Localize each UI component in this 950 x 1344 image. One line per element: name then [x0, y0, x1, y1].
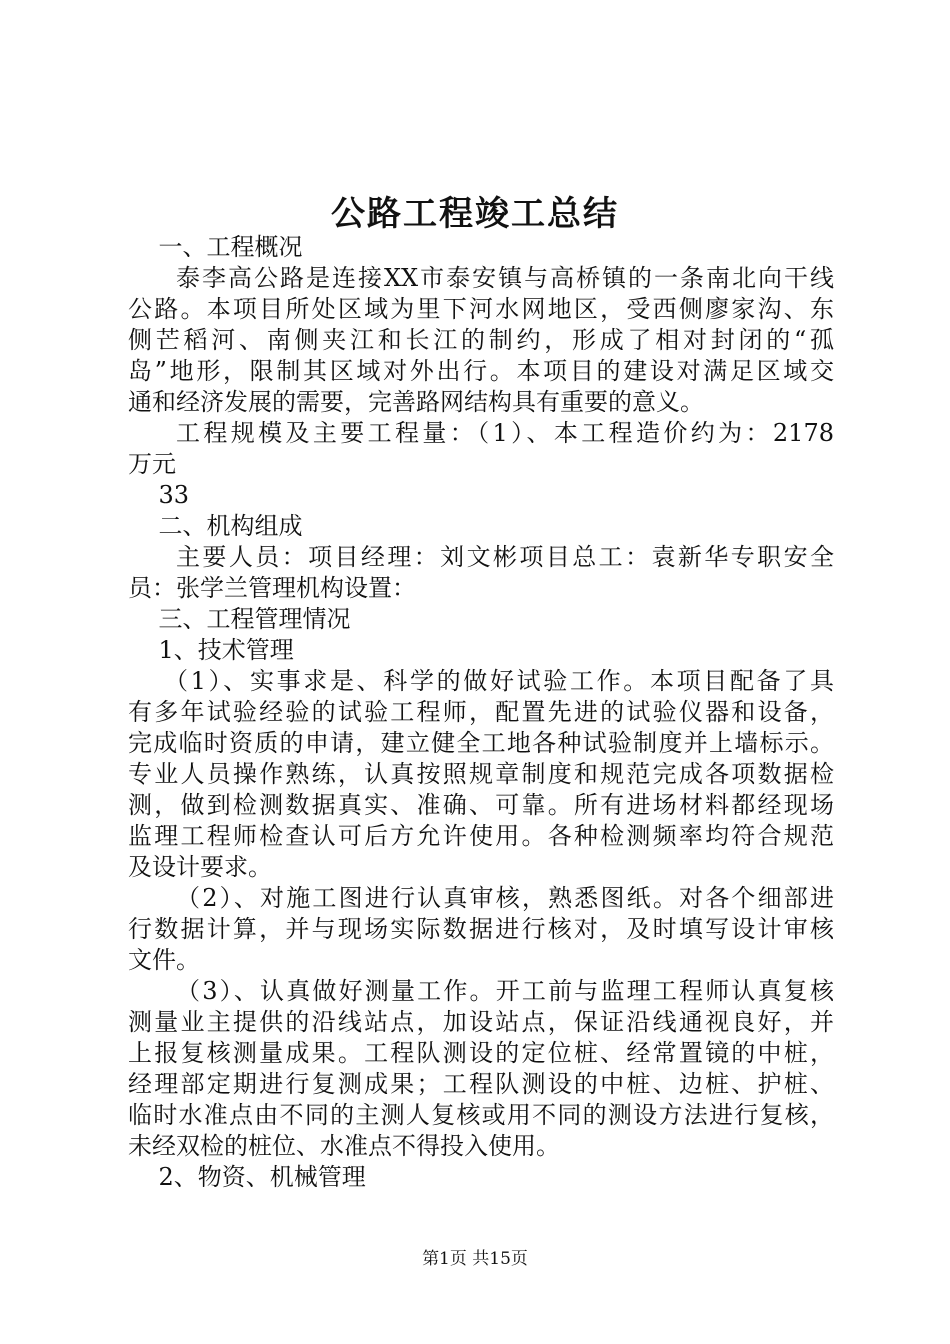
text-line: 主要人员：项目经理：刘文彬项目总工：袁新华专职安全 — [176, 543, 834, 571]
text-line: 三、工程管理情况 — [128, 605, 351, 633]
text-line: 1、技术管理 — [128, 636, 294, 664]
text-line: 未经双检的桩位、水准点不得投入使用。 — [128, 1132, 560, 1160]
document-body — [128, 232, 834, 1193]
text-line: 有多年试验经验的试验工程师，配置先进的试验仪器和设备， — [128, 698, 834, 726]
text-line: 二、机构组成 — [128, 512, 303, 540]
text-line: 员：张学兰管理机构设置： — [128, 574, 416, 602]
text-line: 公路。本项目所处区域为里下河水网地区，受西侧廖家沟、东 — [128, 295, 834, 323]
text-line: 文件。 — [128, 946, 200, 974]
document-title: 公路工程竣工总结 — [331, 194, 619, 234]
text-line: 万元 — [128, 450, 176, 478]
text-line: 2、物资、机械管理 — [128, 1163, 366, 1191]
text-line: 测量业主提供的沿线站点，加设站点，保证沿线通视良好，并 — [128, 1008, 834, 1036]
text-line: 岛”地形，限制其区域对外出行。本项目的建设对满足区域交 — [128, 357, 834, 385]
text-line: 工程规模及主要工程量：（1）、本工程造价约为：2178 — [176, 419, 834, 447]
text-line: 监理工程师检查认可后方允许使用。各种检测频率均符合规范 — [128, 822, 834, 850]
text-line: 上报复核测量成果。工程队测设的定位桩、经常置镜的中桩， — [128, 1039, 834, 1067]
text-line: 通和经济发展的需要，完善路网结构具有重要的意义。 — [128, 388, 704, 416]
text-line: 一、工程概况 — [128, 233, 303, 261]
page-footer: 第1页 共15页 — [422, 1249, 528, 1269]
text-line: 完成临时资质的申请，建立健全工地各种试验制度并上墙标示。 — [128, 729, 834, 757]
text-line: （1）、实事求是、科学的做好试验工作。本项目配备了具 — [164, 667, 834, 695]
text-line: 行数据计算，并与现场实际数据进行核对，及时填写设计审核 — [128, 915, 834, 943]
text-line: 侧芒稻河、南侧夹江和长江的制约，形成了相对封闭的“孤 — [128, 326, 834, 354]
text-line: 专业人员操作熟练，认真按照规章制度和规范完成各项数据检 — [128, 760, 834, 788]
text-line: 经理部定期进行复测成果；工程队测设的中桩、边桩、护桩、 — [128, 1070, 834, 1098]
text-line: 泰李高公路是连接XX市泰安镇与高桥镇的一条南北向干线 — [176, 264, 834, 292]
text-line: （3）、认真做好测量工作。开工前与监理工程师认真复核 — [176, 977, 834, 1005]
text-line: 33 — [128, 481, 190, 509]
text-line: 临时水准点由不同的主测人复核或用不同的测设方法进行复核， — [128, 1101, 834, 1129]
text-line: （2）、对施工图进行认真审核，熟悉图纸。对各个细部进 — [176, 884, 834, 912]
text-line: 测，做到检测数据真实、准确、可靠。所有进场材料都经现场 — [128, 791, 834, 819]
text-line: 及设计要求。 — [128, 853, 272, 881]
